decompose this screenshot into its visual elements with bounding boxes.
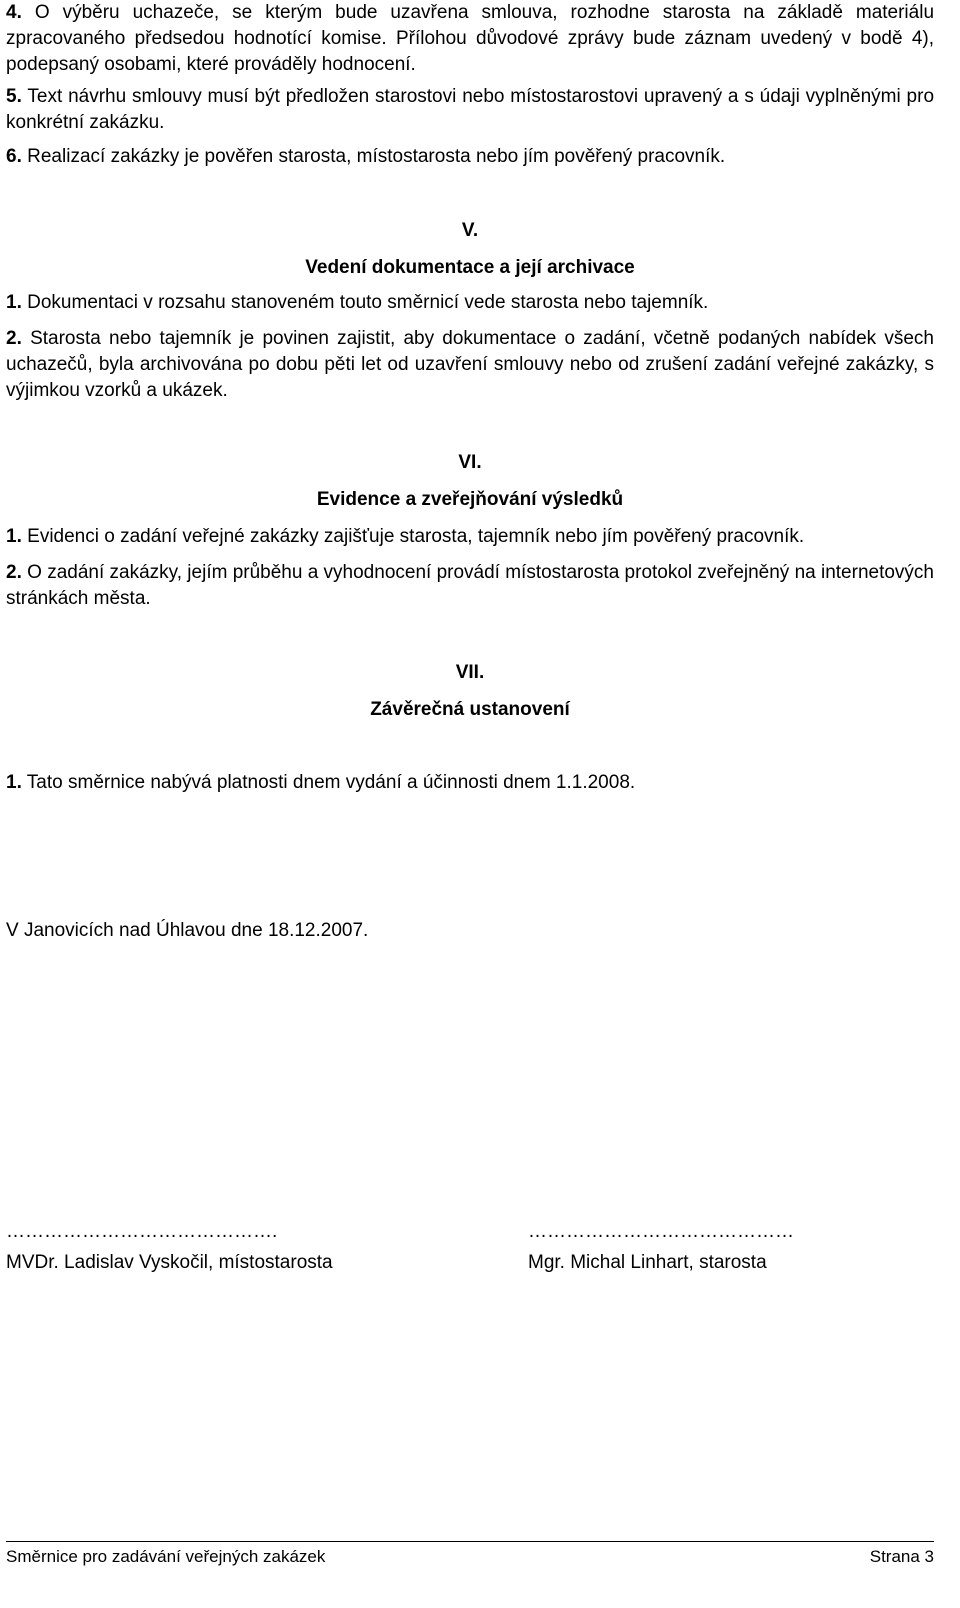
item-number: 1. bbox=[6, 292, 22, 313]
item-number: 2. bbox=[6, 562, 22, 583]
section-vi-title: Evidence a zveřejňování výsledků bbox=[316, 489, 624, 510]
item-number: 5. bbox=[6, 86, 22, 107]
section-vii-title: Závěrečná ustanovení bbox=[370, 699, 570, 720]
place-and-date: V Janovicích nad Úhlavou dne 18.12.2007. bbox=[6, 920, 369, 941]
item-text: O zadání zakázky, jejím průběhu a vyhodnocení provádí místostarosta protokol zveřejněný na internetových stránkách města. bbox=[6, 562, 935, 609]
item-number: 4. bbox=[6, 2, 22, 23]
section-vi-number: VI. bbox=[458, 452, 482, 473]
item-text: Starosta nebo tajemník je povinen zajistit, aby dokumentace o zadání, včetně podaných nabídek všech uchazečů, byla archivována po dobu pěti let od uzavření smlouvy nebo od zrušení zadání veřejné zakázky, s výjimkou vzorků a ukázek. bbox=[6, 328, 934, 401]
footer-title: Směrnice pro zadávání veřejných zakázek bbox=[6, 1547, 326, 1566]
item-text: Text návrhu smlouvy musí být předložen starostovi nebo místostarostovi upravený a s údaji vyplněnými pro konkrétní zakázku. bbox=[6, 86, 935, 133]
section-vii-number: VII. bbox=[455, 662, 485, 683]
item-number: 2. bbox=[6, 328, 22, 349]
section-v-item-2 bbox=[6, 326, 934, 404]
item-number: 1. bbox=[6, 772, 22, 793]
item-number: 1. bbox=[6, 526, 22, 547]
item-text: O výběru uchazeče, se kterým bude uzavřena smlouva, rozhodne starosta na základě materiálu zpracovaného předsedou hodnotící komise. Přílohou důvodové zprávy bude záznam uvedený v bodě 4), podepsaný osobami, které prováděly hodnocení. bbox=[6, 2, 935, 75]
signature-line-right: …………………………………… bbox=[528, 1221, 794, 1242]
page-number: Strana 3 bbox=[869, 1547, 934, 1566]
section-vii-item-1 bbox=[6, 770, 934, 796]
item-6 bbox=[6, 144, 934, 170]
item-text: Dokumentaci v rozsahu stanoveném touto směrnicí vede starosta nebo tajemník. bbox=[27, 292, 709, 313]
item-5 bbox=[6, 84, 934, 136]
section-v-item-1 bbox=[6, 290, 934, 316]
signatory-right: Mgr. Michal Linhart, starosta bbox=[528, 1252, 767, 1273]
signature-line-left: ……………………………………. bbox=[6, 1221, 278, 1242]
item-text: Evidenci o zadání veřejné zakázky zajišťuje starosta, tajemník nebo jím pověřený pracovník. bbox=[27, 526, 805, 547]
item-text: Realizací zakázky je pověřen starosta, místostarosta nebo jím pověřený pracovník. bbox=[27, 146, 726, 167]
document-page bbox=[6, 0, 934, 1608]
section-v-number: V. bbox=[461, 220, 479, 241]
item-number: 6. bbox=[6, 146, 22, 167]
item-text: Tato směrnice nabývá platnosti dnem vydání a účinnosti dnem 1.1.2008. bbox=[26, 772, 636, 793]
signatory-left: MVDr. Ladislav Vyskočil, místostarosta bbox=[6, 1252, 333, 1273]
section-v-title: Vedení dokumentace a její archivace bbox=[305, 257, 635, 278]
item-4 bbox=[6, 0, 934, 78]
section-vi-item-2 bbox=[6, 560, 934, 612]
section-vi-item-1 bbox=[6, 524, 934, 550]
footer-divider bbox=[6, 1541, 934, 1542]
